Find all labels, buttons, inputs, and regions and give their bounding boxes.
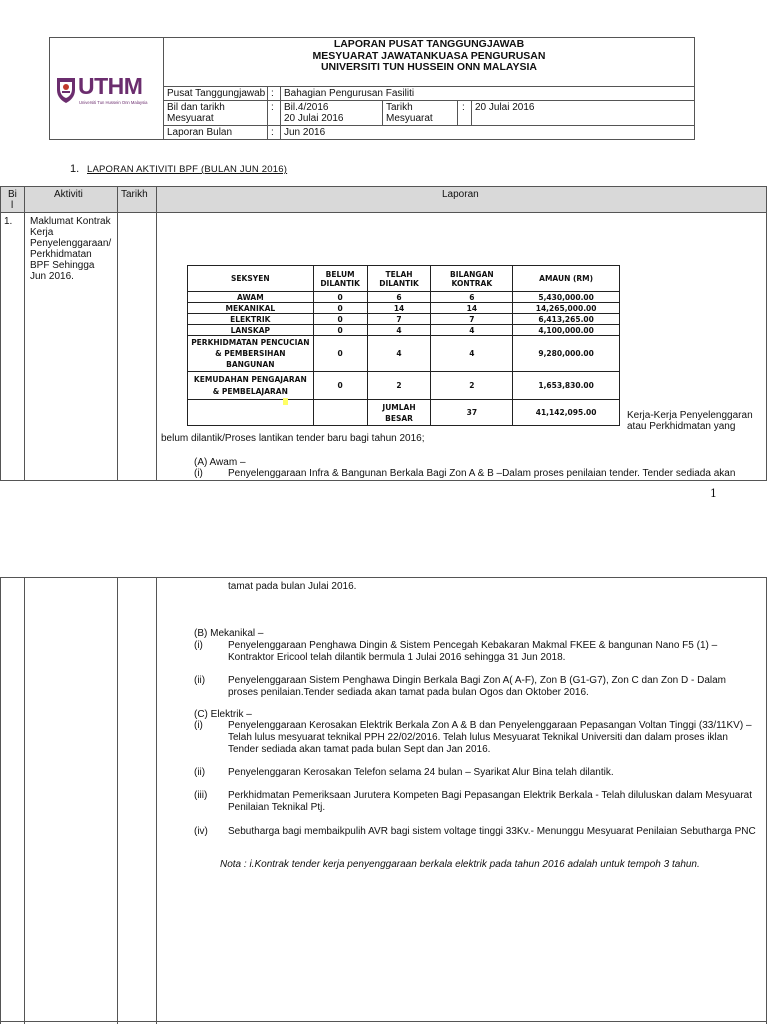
cell-telah: 7	[367, 314, 431, 325]
title-line-2: MESYUARAT JAWATANKUASA PENGURUSAN	[312, 49, 546, 62]
mekanikal-heading: (B) Mekanikal –	[194, 628, 264, 639]
cell-amaun: 14,265,000.00	[513, 303, 620, 314]
cell-seksyen: AWAM	[188, 292, 314, 303]
col-bil-header-1: Bi	[8, 189, 17, 200]
table-row	[188, 292, 620, 303]
cell-bilangan: 7	[431, 314, 513, 325]
laporan-colon: :	[271, 127, 274, 138]
page-number: 1	[710, 487, 717, 500]
cell-bilangan: 2	[431, 372, 513, 400]
cell-empty	[188, 400, 314, 426]
ele-item-number: (i)	[194, 720, 203, 731]
cell-amaun: 6,413,265.00	[513, 314, 620, 325]
total-contracts: 37	[431, 400, 513, 426]
contract-table-header-row	[188, 266, 620, 292]
activity-description	[30, 216, 111, 282]
ele-item-text: Perkhidmatan Pemeriksaan Jurutera Kompeten Bagi Pepasangan Elektrik Berkala - Telah diluluskan dalam Mesyuarat	[228, 790, 752, 801]
cell-bilangan: 4	[431, 325, 513, 336]
continued-text: tamat pada bulan Julai 2016.	[228, 581, 357, 592]
section-heading: LAPORAN AKTIVITI BPF (BULAN JUN 2016)	[87, 164, 288, 175]
total-amount: 41,142,095.00	[513, 400, 620, 426]
cell-telah: 14	[367, 303, 431, 314]
awam-item-text: Penyelenggaraan Infra & Bangunan Berkala Bagi Zon A & B –Dalam proses penilaian tender. Tender sediada akan	[228, 468, 736, 479]
total-label: JUMLAH BESAR	[367, 400, 431, 426]
pusat-value: Bahagian Pengurusan Fasiliti	[284, 88, 415, 99]
cell-belum: 0	[313, 372, 367, 400]
pusat-colon: :	[271, 88, 274, 99]
pusat-label: Pusat Tanggungjawab	[167, 88, 266, 99]
cell-seksyen: PERKHIDMATAN PENCUCIAN & PEMBERSIHAN BANGUNAN	[188, 336, 314, 372]
header-belum: BELUM DILANTIK	[313, 266, 367, 292]
col-aktiviti-header: Aktiviti	[54, 189, 83, 200]
ele-item-number: (ii)	[194, 767, 206, 778]
nota-text: Nota : i.Kontrak tender kerja penyenggaraan berkala elektrik pada tahun 2016 adalah untuk tempoh 3 tahun.	[220, 859, 700, 870]
ele-item-number: (iv)	[194, 826, 208, 837]
ele-item-text: Penyelenggaraan Kerosakan Elektrik Berkala Zon A & B dan Penyelenggaraan Pepasangan Voltan Tinggi (33/11KV) –	[228, 720, 752, 731]
uthm-logo	[55, 73, 160, 110]
mek-item-text: Kontraktor Ericool telah dilantik bermula 1 Julai 2016 sehingga 31 Jun 2018.	[228, 652, 566, 663]
activity-line: BPF Sehingga	[30, 260, 95, 271]
title-line-1: LAPORAN PUSAT TANGGUNGJAWAB	[333, 38, 525, 50]
mek-item-text: Penyelenggaraan Sistem Penghawa Dingin Berkala Bagi Zon A( A-F), Zon B (G1-G7), Zon C dan Zon D - Dalam	[228, 675, 727, 686]
contract-table	[187, 265, 620, 426]
cell-telah: 6	[367, 292, 431, 303]
logo-text: UTHM	[78, 73, 143, 99]
cell-empty	[313, 400, 367, 426]
header-amaun: AMAUN (RM)	[513, 266, 620, 292]
cell-amaun: 9,280,000.00	[513, 336, 620, 372]
cell-seksyen: MEKANIKAL	[188, 303, 314, 314]
total-row	[188, 400, 620, 426]
ele-item-number: (iii)	[194, 790, 208, 801]
mek-item-number: (ii)	[194, 675, 206, 686]
awam-heading: (A) Awam –	[194, 457, 246, 468]
cell-bilangan: 4	[431, 336, 513, 372]
cell-seksyen: KEMUDAHAN PENGAJARAN & PEMBELAJARAN	[188, 372, 314, 400]
bil-value-1: Bil.4/2016	[284, 102, 329, 113]
uthm-crest-icon	[55, 76, 77, 104]
highlight-mark	[283, 398, 288, 405]
cell-amaun: 5,430,000.00	[513, 292, 620, 303]
logo-subtext: Universiti Tun Hussein Onn Malaysia	[79, 100, 148, 105]
ele-item-text: Sebutharga bagi membaikpulih AVR bagi sistem voltage tinggi 33Kv.- Menunggu Mesyuarat Penilaian Sebutharga PNC	[228, 826, 756, 837]
cell-seksyen: LANSKAP	[188, 325, 314, 336]
tarikh-label-1: Tarikh	[386, 102, 413, 113]
activity-line: Penyelenggaraan/	[30, 238, 112, 249]
tarikh-value: 20 Julai 2016	[475, 102, 535, 113]
ele-item-text: Telah lulus mesyuarat teknikal PPH 22/02/2016. Telah lulus Mesyuarat Teknikal Universiti dan dalam proses iklan	[228, 732, 728, 743]
bil-label-2: Mesyuarat	[167, 113, 214, 124]
cell-belum: 0	[313, 303, 367, 314]
continuation-line: belum dilantik/Proses lantikan tender baru bagi tahun 2016;	[161, 433, 425, 444]
cell-telah: 4	[367, 325, 431, 336]
mek-item-text: Penyelenggaraan Penghawa Dingin & Sistem Pencegah Kebakaran Makmal FKEE & bangunan Nano F5 (1) –	[228, 640, 718, 651]
header-telah: TELAH DILANTIK	[367, 266, 431, 292]
tarikh-colon: :	[462, 102, 465, 113]
ele-item-text: Penyelenggaran Kerosakan Telefon selama 24 bulan – Syarikat Alur Bina telah dilantik.	[228, 767, 614, 778]
table-row	[188, 372, 620, 400]
mek-item-text: proses penilaian.Tender sediada akan tamat pada bulan Ogos dan Oktober 2016.	[228, 687, 589, 698]
elektrik-heading: (C) Elektrik –	[194, 709, 252, 720]
activity-line: Perkhidmatan	[30, 249, 92, 260]
ele-item-text: Penilaian Teknikal Ptj.	[228, 802, 326, 813]
laporan-label: Laporan Bulan	[167, 127, 233, 138]
cell-belum: 0	[313, 336, 367, 372]
col-bil-header-2: l	[11, 200, 14, 211]
report-title	[164, 39, 694, 74]
cell-telah: 2	[367, 372, 431, 400]
header-seksyen: SEKSYEN	[188, 266, 314, 292]
row-number: 1.	[4, 216, 13, 227]
cell-seksyen: ELEKTRIK	[188, 314, 314, 325]
tarikh-label-2: Mesyuarat	[386, 113, 433, 124]
table-row	[188, 325, 620, 336]
cell-telah: 4	[367, 336, 431, 372]
table-row	[188, 314, 620, 325]
table-row	[188, 336, 620, 372]
col-tarikh-header: Tarikh	[121, 189, 148, 200]
cell-belum: 0	[313, 325, 367, 336]
mek-item-number: (i)	[194, 640, 203, 651]
bil-value-2: 20 Julai 2016	[284, 113, 344, 124]
side-note-line-1: Kerja-Kerja Penyelenggaran	[627, 410, 753, 421]
cell-amaun: 1,653,830.00	[513, 372, 620, 400]
col-laporan-header: Laporan	[442, 189, 479, 200]
side-note-line-2: atau Perkhidmatan yang	[627, 421, 736, 432]
activity-line: Maklumat Kontrak	[30, 216, 111, 227]
activity-line: Jun 2016.	[30, 271, 74, 282]
cell-bilangan: 14	[431, 303, 513, 314]
cell-amaun: 4,100,000.00	[513, 325, 620, 336]
laporan-value: Jun 2016	[284, 127, 326, 138]
activity-line: Kerja	[30, 227, 54, 238]
title-line-3: UNIVERSITI TUN HUSSEIN ONN MALAYSIA	[320, 61, 538, 73]
table-row	[188, 303, 620, 314]
awam-item-number: (i)	[194, 468, 203, 479]
cell-belum: 0	[313, 292, 367, 303]
cell-bilangan: 6	[431, 292, 513, 303]
bil-label-1: Bil dan tarikh	[167, 102, 225, 113]
bil-colon: :	[271, 102, 274, 113]
header-bilangan: BILANGAN KONTRAK	[431, 266, 513, 292]
ele-item-text: Tender sediada akan tamat pada bulan Sept dan Jan 2016.	[228, 744, 491, 755]
cell-belum: 0	[313, 314, 367, 325]
section-number: 1.	[70, 163, 80, 175]
